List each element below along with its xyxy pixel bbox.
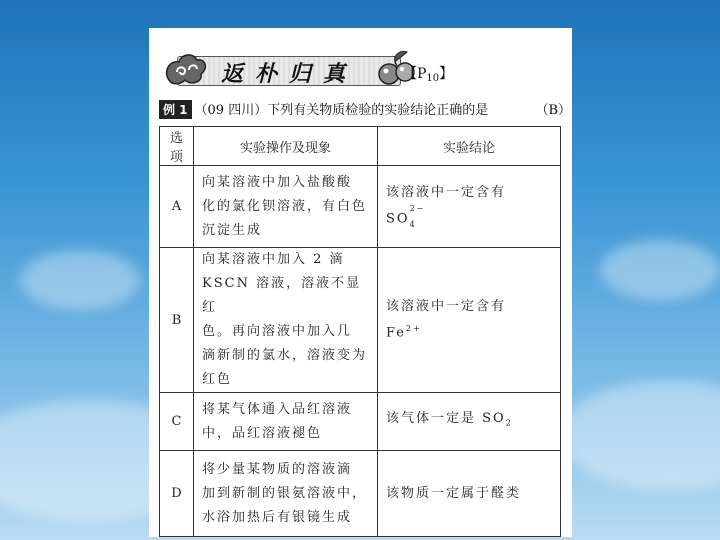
formula-charge: 2− <box>409 204 426 214</box>
page-ref-number: 10 <box>426 73 440 84</box>
row-option: D <box>160 451 194 537</box>
operation-line: 沉淀生成 <box>202 222 263 238</box>
row-operation <box>194 451 378 537</box>
row-option: A <box>160 166 194 248</box>
page-reference <box>403 63 453 84</box>
operation-line: 加到新制的银氨溶液中， <box>202 485 368 501</box>
formula-base: SO <box>386 211 410 227</box>
row-operation <box>194 248 378 393</box>
header-operation: 实验操作及现象 <box>194 127 378 166</box>
operation-line: KSCN 溶液，溶液不显红 <box>202 276 362 315</box>
table-row <box>160 248 561 393</box>
banner-title: 返朴归真 <box>221 61 358 87</box>
operation-line: 向某溶液中加入盐酸酸 <box>202 174 353 190</box>
row-option: C <box>160 393 194 451</box>
row-conclusion <box>378 166 561 248</box>
conclusion-formula <box>386 318 552 344</box>
cloud-swirl-icon <box>163 50 209 86</box>
formula-base: Fe <box>386 325 407 341</box>
row-conclusion <box>378 248 561 393</box>
formula-subscript: 4 <box>409 220 417 230</box>
operation-line: 色。再向溶液中加入几 <box>202 324 353 339</box>
background-cloud <box>20 250 140 310</box>
background-cloud <box>600 240 720 300</box>
header-option: 选项 <box>160 127 194 166</box>
row-operation <box>194 166 378 248</box>
table-row <box>160 451 561 537</box>
page-ref-open: 【P <box>403 66 427 82</box>
conclusion-text: 该溶液中一定含有 <box>386 185 507 201</box>
experiment-table <box>159 126 561 537</box>
example-question-text: 下列有关物质检验的实验结论正确的是 <box>267 103 489 118</box>
row-conclusion <box>378 393 561 451</box>
operation-line: 化的氯化钡溶液，有白色 <box>202 198 368 214</box>
formula-subscript: 2 <box>505 418 513 428</box>
operation-line: 将少量某物质的溶液滴 <box>202 461 353 477</box>
example-source: （09 四川） <box>194 103 268 118</box>
section-banner <box>159 48 411 88</box>
operation-line: 红色 <box>202 372 233 387</box>
example-answer: （B） <box>535 103 571 118</box>
example-badge: 例 1 <box>159 100 192 119</box>
operation-line: 水浴加热后有银镜生成 <box>202 509 353 525</box>
header-conclusion: 实验结论 <box>378 127 561 166</box>
table-row <box>160 166 561 248</box>
operation-line: 滴新制的氯水，溶液变为 <box>202 348 368 363</box>
table-header-row <box>160 127 561 166</box>
row-operation <box>194 393 378 451</box>
formula-charge: 2+ <box>406 323 422 333</box>
table-row <box>160 393 561 451</box>
operation-line: 将某气体通入品红溶液 <box>202 401 353 417</box>
slide-content <box>149 28 572 537</box>
example-question <box>159 99 571 119</box>
conclusion-formula <box>386 204 552 230</box>
conclusion-text: 该气体一定是 SO <box>386 411 506 427</box>
background-cloud <box>560 380 720 490</box>
conclusion-text: 该溶液中一定含有 <box>386 298 507 314</box>
operation-line: 中，品红溶液褪色 <box>202 425 323 441</box>
page-ref-close: 】 <box>439 66 454 82</box>
operation-line: 向某溶液中加入 2 滴 <box>202 252 345 267</box>
row-conclusion: 该物质一定属于醛类 <box>378 451 561 537</box>
row-option: B <box>160 248 194 393</box>
